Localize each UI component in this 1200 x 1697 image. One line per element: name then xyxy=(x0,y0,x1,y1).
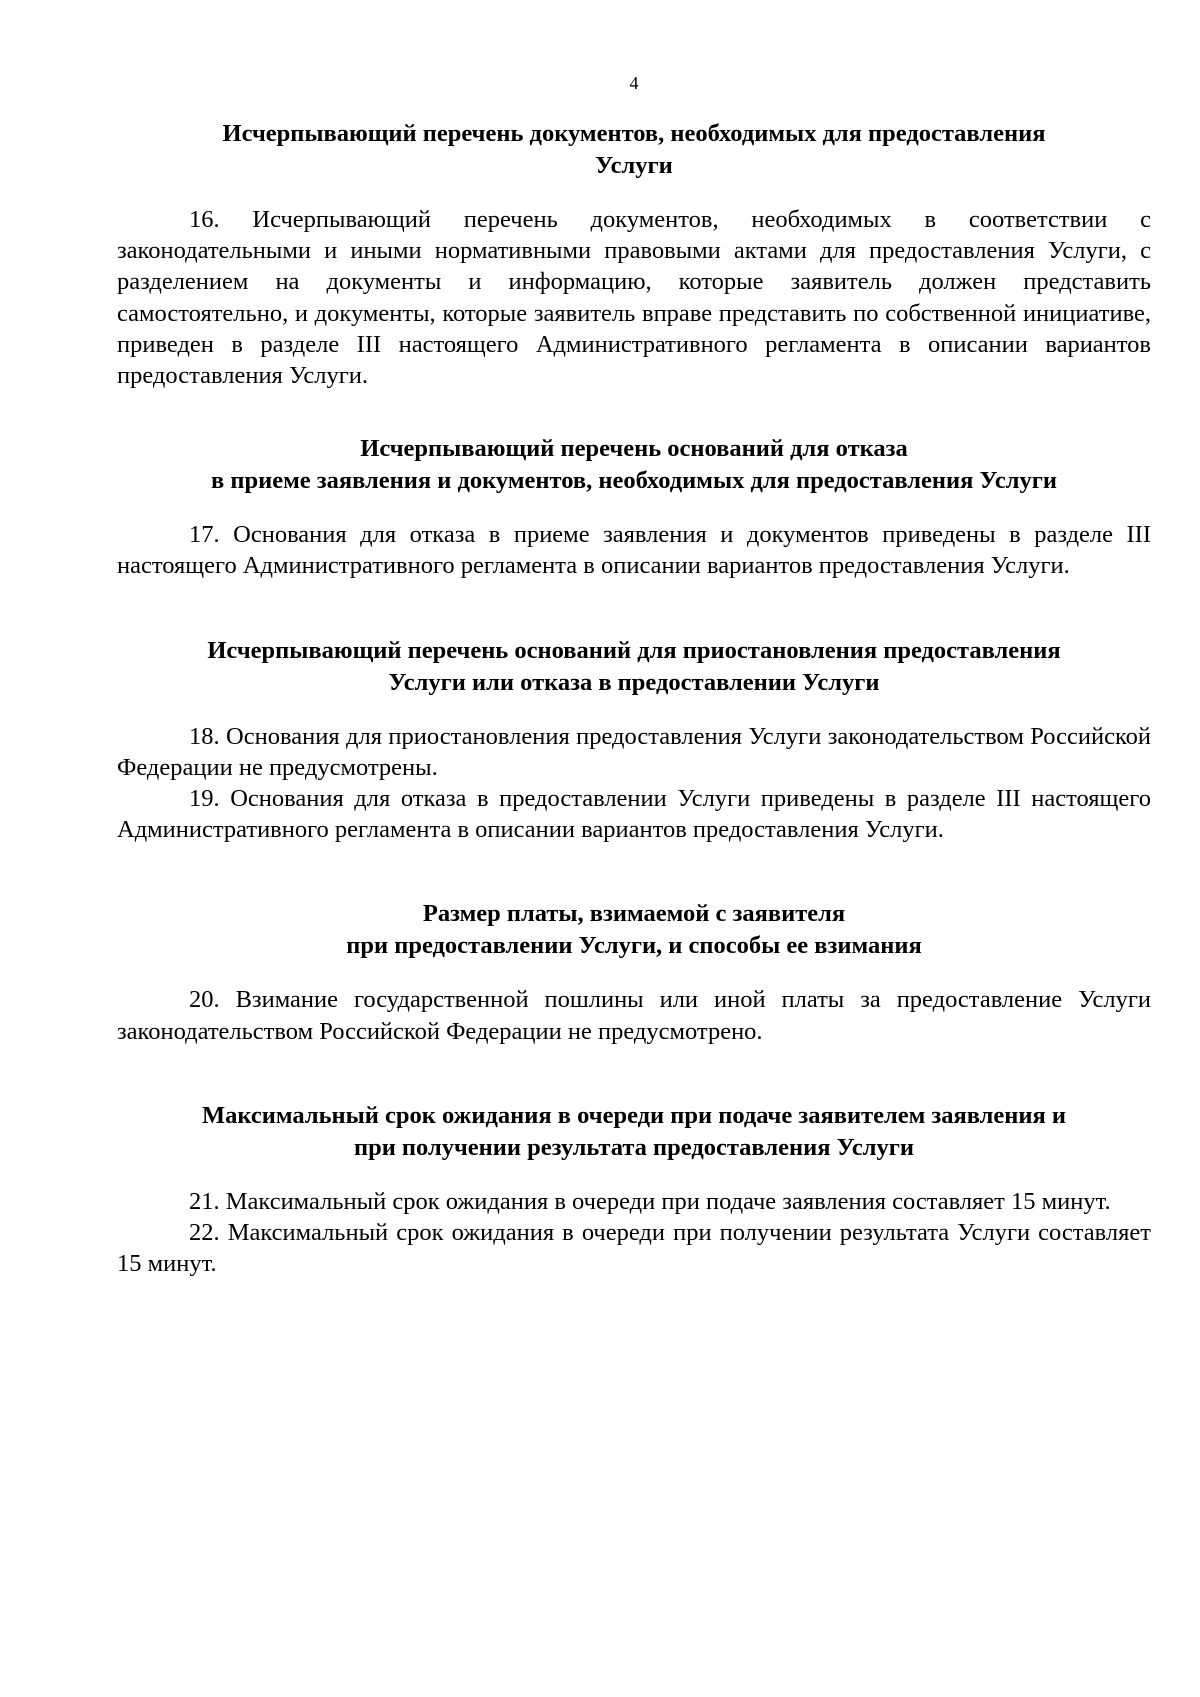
heading-line: Максимальный срок ожидания в очереди при подаче заявителем заявления и xyxy=(201,1101,1067,1129)
heading-line: в приеме заявления и документов, необходимых для предоставления Услуги xyxy=(211,467,1057,495)
section-heading xyxy=(117,433,1151,497)
section-documents-list xyxy=(117,118,1151,391)
document-page xyxy=(117,0,1151,1697)
paragraph-16: 16. Исчерпывающий перечень документов, необходимых в соответствии с законодательными и иными нормативными правовыми актами для предоставления Услуги, с разделением на документы и информацию, которые заявитель должен представить самостоятельно, и документы, которые заявитель вправе представить по собственной инициативе, приведен в разделе III настоящего Административного регламента в описании вариантов предоставления Услуги. xyxy=(117,206,1151,390)
paragraph-17: 17. Основания для отказа в приеме заявления и документов приведены в разделе III настоящего Административного регламента в описании вариантов предоставления Услуги. xyxy=(117,521,1151,580)
section-heading xyxy=(117,118,1151,182)
section-heading xyxy=(117,635,1151,699)
heading-line: Исчерпывающий перечень оснований для приостановления предоставления xyxy=(207,636,1061,664)
document-body xyxy=(117,118,1151,1279)
heading-line: Услуги или отказа в предоставлении Услуги xyxy=(388,668,880,696)
heading-line: при предоставлении Услуги, и способы ее взимания xyxy=(346,932,922,960)
heading-line: Исчерпывающий перечень документов, необходимых для предоставления xyxy=(222,120,1046,147)
paragraph-21: 21. Максимальный срок ожидания в очереди при подаче заявления составляет 15 минут. xyxy=(189,1187,1111,1215)
paragraph-20: 20. Взимание государственной пошлины или иной платы за предоставление Услуги законодательством Российской Федерации не предусмотрено. xyxy=(117,986,1151,1045)
heading-line: при получении результата предоставления Услуги xyxy=(353,1133,915,1161)
section-heading xyxy=(117,898,1151,962)
heading-line: Услуги xyxy=(595,152,673,179)
section-queue-time xyxy=(117,1100,1151,1280)
heading-line: Исчерпывающий перечень оснований для отказа xyxy=(360,435,908,463)
section-fee xyxy=(117,898,1151,1046)
paragraph-18: 18. Основания для приостановления предоставления Услуги законодательством Российской Федерации не предусмотрены. xyxy=(117,722,1151,781)
heading-line: Размер платы, взимаемой с заявителя xyxy=(422,900,846,928)
section-suspension-refusal xyxy=(117,635,1151,846)
section-refusal-acceptance xyxy=(117,433,1151,581)
section-heading xyxy=(117,1100,1151,1164)
paragraph-22: 22. Максимальный срок ожидания в очереди при получении результата Услуги составляет 15 минут. xyxy=(117,1219,1151,1278)
paragraph-19: 19. Основания для отказа в предоставлении Услуги приведены в разделе III настоящего Административного регламента в описании вариантов предоставления Услуги. xyxy=(117,785,1151,844)
page-number: 4 xyxy=(629,73,639,93)
